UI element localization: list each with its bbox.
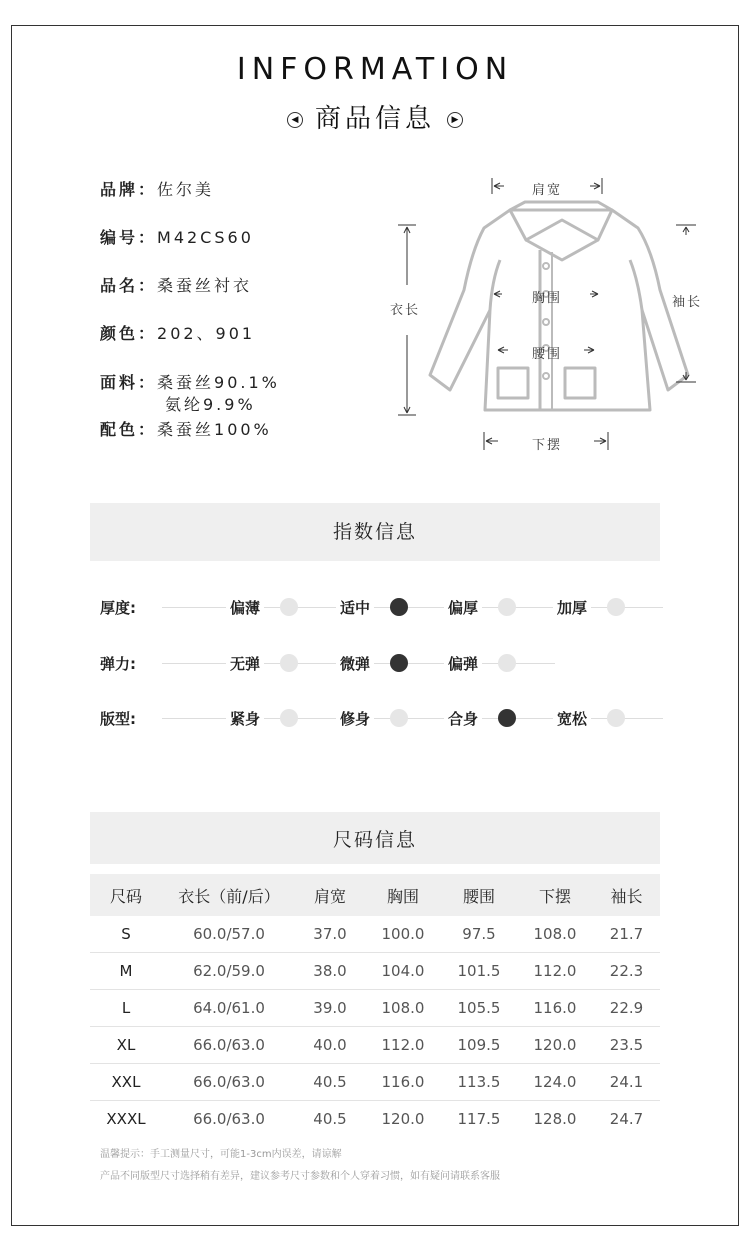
cell: 40.5 [313, 1110, 347, 1128]
arrow-left-icon: ◀ [287, 112, 303, 128]
cell: 39.0 [295, 990, 365, 1027]
cell: 113.5 [441, 1064, 517, 1101]
label-length: 衣长 [390, 303, 421, 318]
option-dot [607, 598, 625, 616]
option-text: 微弹 [336, 653, 374, 674]
scale-fit [100, 708, 663, 728]
title-cn [0, 98, 750, 135]
col-sleeve: 袖长 [593, 874, 660, 916]
option-dot [607, 709, 625, 727]
cell: 120.0 [381, 1110, 425, 1128]
cell: 120.0 [517, 1027, 593, 1064]
info-key: 品名： [100, 276, 158, 295]
option-text: 偏薄 [226, 597, 264, 618]
cell: 116.0 [517, 990, 593, 1027]
scale-label: 厚度: [100, 599, 136, 617]
option-text: 无弹 [226, 653, 264, 674]
cell: 40.0 [295, 1027, 365, 1064]
col-chest: 胸围 [365, 874, 441, 916]
col-hem: 下摆 [517, 874, 593, 916]
col-size: 尺码 [90, 874, 163, 916]
size-section-title: 尺码信息 [90, 812, 660, 864]
cell: 23.5 [593, 1027, 660, 1064]
cell: 21.7 [593, 916, 660, 953]
col-waist: 腰围 [441, 874, 517, 916]
info-color [100, 321, 255, 344]
info-code [100, 225, 254, 248]
info-key: 编号： [100, 228, 158, 247]
option-dot [280, 709, 298, 727]
option-text: 合身 [444, 708, 482, 729]
cell: 64.0/61.0 [163, 990, 295, 1027]
cell: 112.0 [517, 953, 593, 990]
scale-label: 弹力: [100, 655, 136, 673]
cell: 117.5 [457, 1110, 501, 1128]
col-length: 衣长（前/后） [163, 874, 295, 916]
cell: 40.5 [295, 1064, 365, 1101]
table-row [90, 953, 660, 990]
info-value: 桑蚕丝100% [157, 420, 272, 439]
info-key: 面料： [100, 373, 158, 392]
cell: 128.0 [533, 1110, 577, 1128]
table-row [90, 990, 660, 1027]
cell: 66.0/63.0 [193, 1110, 265, 1128]
cell: 109.5 [441, 1027, 517, 1064]
option-text: 加厚 [553, 597, 591, 618]
info-match [100, 417, 272, 440]
cell: 104.0 [365, 953, 441, 990]
index-section-title: 指数信息 [90, 503, 660, 561]
note-line-1: 温馨提示：手工测量尺寸，可能1-3cm内误差，请谅解 [100, 1149, 342, 1160]
info-key: 品牌： [100, 180, 158, 199]
scale-label: 版型: [100, 710, 136, 728]
option-text: 偏厚 [444, 597, 482, 618]
option-dot-selected [390, 598, 408, 616]
cell: 108.0 [365, 990, 441, 1027]
cell: 97.5 [441, 916, 517, 953]
info-name [100, 273, 252, 296]
info-value: 202、901 [157, 324, 256, 343]
cell: 124.0 [517, 1064, 593, 1101]
size-table [90, 874, 660, 1137]
info-value: M42CS60 [157, 228, 254, 247]
info-key: 配色： [100, 420, 158, 439]
option-text: 修身 [336, 708, 374, 729]
option-dot [390, 709, 408, 727]
scale-elasticity [100, 653, 555, 673]
label-shoulder: 肩宽 [532, 183, 563, 198]
info-value: 桑蚕丝衬衣 [157, 276, 253, 295]
table-row [90, 916, 660, 953]
cell: XXXL [106, 1110, 146, 1128]
info-value: 桑蚕丝90.1% [157, 373, 280, 392]
option-text: 偏弹 [444, 653, 482, 674]
cell: 116.0 [365, 1064, 441, 1101]
label-waist: 腰围 [532, 347, 563, 362]
option-dot-selected [498, 709, 516, 727]
cell: S [90, 916, 163, 953]
info-brand [100, 177, 214, 200]
cell: 24.7 [609, 1110, 644, 1128]
title-cn-text: 商品信息 [314, 104, 435, 134]
table-row [90, 1027, 660, 1064]
option-text: 紧身 [226, 708, 264, 729]
info-key: 颜色： [100, 324, 158, 343]
option-dot [280, 598, 298, 616]
label-chest: 胸围 [532, 291, 563, 306]
option-dot-selected [390, 654, 408, 672]
cell: 22.3 [593, 953, 660, 990]
cell: 66.0/63.0 [163, 1027, 295, 1064]
info-value: 佐尔美 [157, 180, 215, 199]
option-text: 宽松 [553, 708, 591, 729]
cell: 22.9 [593, 990, 660, 1027]
cell: 60.0/57.0 [163, 916, 295, 953]
label-sleeve: 袖长 [672, 295, 703, 310]
cell: 62.0/59.0 [163, 953, 295, 990]
cell: 100.0 [365, 916, 441, 953]
cell: 38.0 [295, 953, 365, 990]
option-dot [498, 654, 516, 672]
cell: M [90, 953, 163, 990]
cell: L [90, 990, 163, 1027]
cell: XXL [90, 1064, 163, 1101]
label-hem: 下摆 [532, 438, 563, 453]
option-dot [280, 654, 298, 672]
cell: 108.0 [517, 916, 593, 953]
arrow-right-icon: ▶ [447, 112, 463, 128]
cell: 112.0 [365, 1027, 441, 1064]
title-en: INFORMATION [236, 52, 514, 87]
cell: 66.0/63.0 [163, 1064, 295, 1101]
table-row [90, 1064, 660, 1101]
option-dot [498, 598, 516, 616]
scale-thickness [100, 597, 663, 617]
shirt-illustration [380, 170, 710, 460]
cell: XL [90, 1027, 163, 1064]
col-shoulder: 肩宽 [295, 874, 365, 916]
note-line-2: 产品不同版型尺寸选择稍有差异，建议参考尺寸参数和个人穿着习惯，如有疑问请联系客服 [100, 1171, 500, 1182]
info-value-2: 氨纶9.9% [165, 395, 256, 414]
cell: 105.5 [441, 990, 517, 1027]
size-table-header [90, 874, 660, 916]
cell: 24.1 [593, 1064, 660, 1101]
info-fabric [100, 370, 280, 414]
shirt-diagram [380, 170, 710, 460]
table-row [90, 1101, 660, 1138]
cell: 37.0 [295, 916, 365, 953]
cell: 101.5 [441, 953, 517, 990]
option-text: 适中 [336, 597, 374, 618]
